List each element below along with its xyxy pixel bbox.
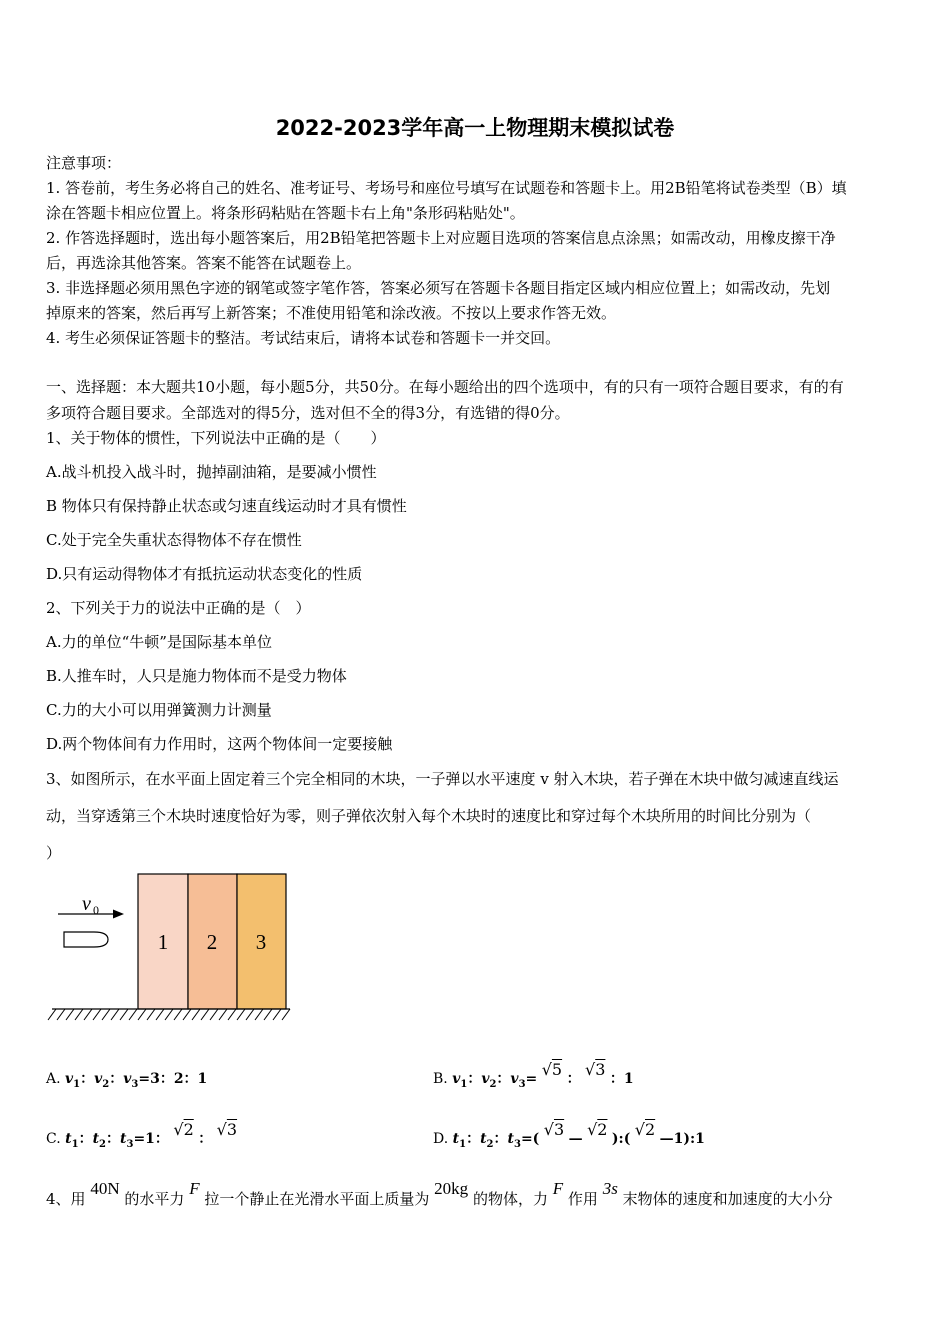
block-1-label: 1 <box>157 930 169 954</box>
sqrt-2: √2 <box>173 1120 194 1139</box>
block-2-label: 2 <box>206 930 218 954</box>
sqrt-3: √3 <box>585 1060 606 1079</box>
force-symbol: F <box>552 1179 564 1198</box>
bullet-icon <box>64 932 108 947</box>
block-3-label: 3 <box>255 930 267 954</box>
question-2-option-d: D.两个物体间有力作用时，这两个物体间一定要接触 <box>46 735 393 753</box>
hatch-mark <box>84 1009 92 1020</box>
velocity-label: v <box>82 893 91 915</box>
velocity-subscript: 0 <box>93 903 99 917</box>
hatch-mark <box>66 1009 74 1020</box>
sqrt-2: √2 <box>587 1120 608 1139</box>
question-1-option-d: D.只有运动得物体才有抵抗运动状态变化的性质 <box>46 565 363 583</box>
hatch-mark <box>282 1009 290 1020</box>
hatch-mark <box>102 1009 110 1020</box>
question-3-option-c: C. $t_1$：$t_2$：$t_3=1$： √2 ： √3 <box>46 1120 238 1150</box>
hatch-mark <box>48 1009 56 1020</box>
question-3-stem: 动，当穿透第三个木块时速度恰好为零，则子弹依次射入每个木块时的速度比和穿过每个木块所用的时间比分别为（ <box>46 807 812 825</box>
hatch-mark <box>228 1009 236 1020</box>
question-2-option-a: A.力的单位“牛顿”是国际基本单位 <box>46 633 272 651</box>
hatch-mark <box>129 1009 137 1020</box>
notice-line: 掉原来的答案，然后再写上新答案；不准使用铅笔和涂改液。不按以上要求作答无效。 <box>46 304 617 322</box>
sqrt-2: √2 <box>634 1120 656 1139</box>
hatch-mark <box>264 1009 272 1020</box>
page-title: 2022-2023学年高一上物理期末模拟试卷 <box>275 116 675 140</box>
question-2-stem: 2、下列关于力的说法中正确的是（ ） <box>46 599 311 617</box>
bullet-blocks-figure <box>46 868 306 1028</box>
hatch-mark <box>111 1009 119 1020</box>
hatch-mark <box>183 1009 191 1020</box>
hatch-mark <box>210 1009 218 1020</box>
hatch-mark <box>273 1009 281 1020</box>
hatch-mark <box>93 1009 101 1020</box>
hatch-mark <box>75 1009 83 1020</box>
notice-line: 4. 考生必须保证答题卡的整洁。考试结束后，请将本试卷和答题卡一并交回。 <box>46 329 561 347</box>
section-intro: 多项符合题目要求。全部选对的得5分，选对但不全的得3分，有选错的得0分。 <box>46 404 570 422</box>
hatch-mark <box>165 1009 173 1020</box>
question-1-stem: 1、关于物体的惯性，下列说法中正确的是（ ） <box>46 429 386 447</box>
hatch-mark <box>192 1009 200 1020</box>
hatch-mark <box>201 1009 209 1020</box>
arrowhead-icon <box>113 910 124 919</box>
notice-heading: 注意事项： <box>46 154 122 172</box>
hatch-mark <box>237 1009 245 1020</box>
question-3-stem: 3、如图所示，在水平面上固定着三个完全相同的木块，一子弹以水平速度 v 射入木块，若子弹在木块中做匀减速直线运 <box>46 770 839 788</box>
hatch-mark <box>255 1009 263 1020</box>
question-3-option-b: B. $v_1$：$v_2$：$v_3= √5$ ： √3 ：1 <box>433 1060 634 1090</box>
section-intro: 一、选择题：本大题共10小题，每小题5分，共50分。在每小题给出的四个选项中，有的只有一项符合题目要求，有的有 <box>46 378 844 396</box>
force-symbol: F <box>189 1179 200 1198</box>
hatch-mark <box>120 1009 128 1020</box>
question-1-option-a: A.战斗机投入战斗时，抛掉副油箱，是要减小惯性 <box>46 463 377 481</box>
question-1-option-b: B 物体只有保持静止状态或匀速直线运动时才具有惯性 <box>46 497 407 515</box>
notice-line: 涂在答题卡相应位置上。将条形码粘贴在答题卡右上角"条形码粘贴处"。 <box>46 204 525 222</box>
mass-value: 20kg <box>434 1179 469 1198</box>
hatch-mark <box>156 1009 164 1020</box>
question-2-option-c: C.力的大小可以用弹簧测力计测量 <box>46 701 272 719</box>
notice-line: 3. 非选择题必须用黑色字迹的钢笔或签字笔作答，答案必须写在答题卡各题目指定区域内相应位置上；如需改动，先划 <box>46 279 831 297</box>
question-2-option-b: B.人推车时，人只是施力物体而不是受力物体 <box>46 667 347 685</box>
time-value: 3s <box>602 1179 618 1198</box>
sqrt-3: √3 <box>216 1120 238 1139</box>
ground-hatching <box>48 1009 290 1020</box>
question-3-option-d: D. $t_1$：$t_2$：$t_3=$( √3 — √2 ):( √2 —1):1 <box>433 1120 705 1150</box>
hatch-mark <box>57 1009 65 1020</box>
notice-line: 后，再选涂其他答案。答案不能答在试题卷上。 <box>46 254 362 272</box>
sqrt-5: √5 <box>541 1060 563 1079</box>
question-3-stem: ） <box>46 844 62 862</box>
hatch-mark <box>147 1009 155 1020</box>
question-1-option-c: C.处于完全失重状态得物体不存在惯性 <box>46 531 302 549</box>
notice-line: 1. 答卷前，考生务必将自己的姓名、准考证号、考场号和座位号填写在试题卷和答题卡上。用2B铅笔将试卷类型（B）填 <box>46 179 847 197</box>
force-value: 40N <box>90 1179 120 1198</box>
hatch-mark <box>246 1009 254 1020</box>
hatch-mark <box>138 1009 146 1020</box>
question-4-stem: 4、用 40N 的水平力 F 拉一个静止在光滑水平面上质量为 20kg 的物体，力 F 作用 3s 末物体的速度和加速度的大小分 <box>46 1179 833 1208</box>
hatch-mark <box>174 1009 182 1020</box>
question-3-option-a: A. $v_1$：$v_2$：$v_3=3$：2：1 <box>46 1071 208 1090</box>
notice-line: 2. 作答选择题时，选出每小题答案后，用2B铅笔把答题卡上对应题目选项的答案信息点涂黑；如需改动，用橡皮擦干净 <box>46 229 836 247</box>
sqrt-3: √3 <box>543 1120 565 1139</box>
hatch-mark <box>219 1009 227 1020</box>
